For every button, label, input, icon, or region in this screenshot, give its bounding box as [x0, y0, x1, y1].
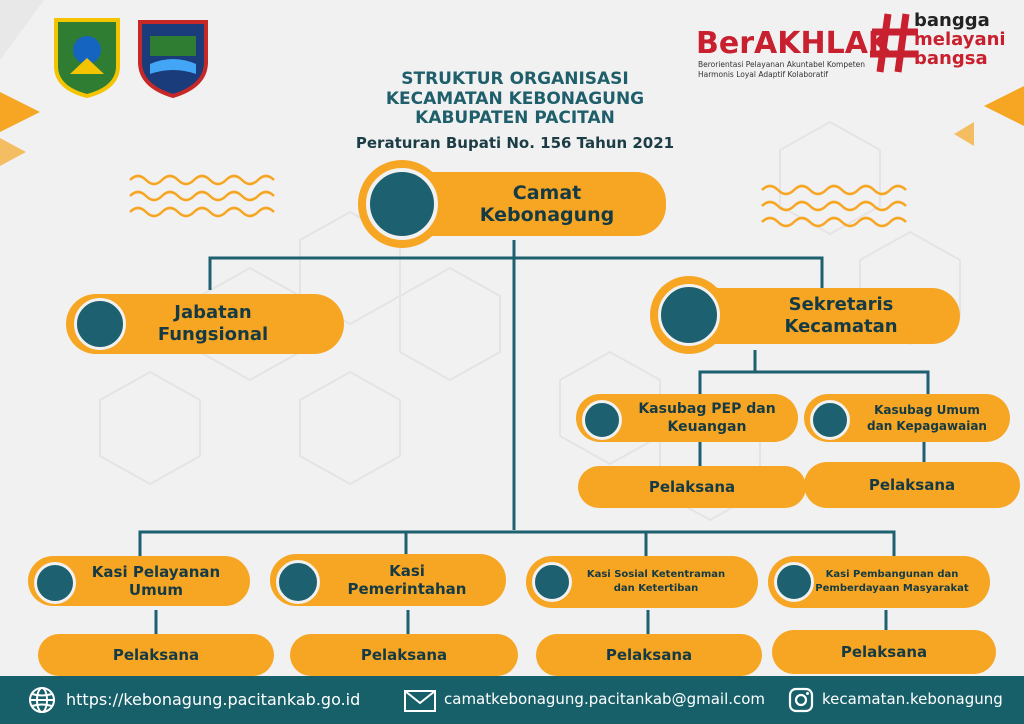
kasi-pembangunan-label-1: Kasi Pembangunan dan	[825, 569, 959, 580]
kasi-sosial-circle	[532, 562, 572, 602]
camat-circle	[366, 168, 438, 240]
footer-email-link[interactable]: camatkebonagung.pacitankab@gmail.com	[444, 690, 766, 708]
sekretaris-label-1: Sekretaris	[788, 294, 894, 315]
slogan-bangga: bangga	[914, 10, 990, 31]
regency-emblem-icon	[50, 14, 124, 98]
kasubag-umum-label-1: Kasubag Umum	[874, 403, 980, 417]
mail-icon	[404, 690, 436, 712]
berakhlak-tagline-1: Berorientasi Pelayanan Akuntabel Kompeten	[698, 60, 866, 69]
camat-label-2: Kebonagung	[479, 204, 615, 226]
berakhlak-tagline-2: Harmonis Loyal Adaptif Kolaboratif	[698, 70, 829, 79]
kasi-sosial-label-1: Kasi Sosial Ketentraman	[586, 569, 726, 580]
globe-icon	[28, 686, 56, 714]
regulation-subtitle: Peraturan Bupati No. 156 Tahun 2021	[355, 134, 675, 152]
hashtag-icon	[870, 8, 920, 76]
camat-label-1: Camat	[512, 182, 582, 204]
fungsional-label-2: Fungsional	[157, 324, 269, 345]
instagram-icon	[788, 687, 814, 713]
kasi-pelayanan-circle	[34, 562, 76, 604]
fungsional-circle	[74, 298, 126, 350]
kasubag-umum-circle	[810, 400, 850, 440]
pelaksana-kasubag-umum: Pelaksana	[804, 462, 1020, 508]
kasi-pembangunan-circle	[774, 562, 814, 602]
sekretaris-label-2: Kecamatan	[784, 316, 898, 337]
kasi-pembangunan-label-2: Pemberdayaan Masyarakat	[815, 583, 969, 594]
slogan-melayani: melayani	[914, 29, 1006, 50]
berakhlak-logo-text: BerAKHLAK	[696, 26, 892, 61]
footer-instagram-link[interactable]: kecamatan.kebonagung	[822, 690, 1003, 708]
sekretaris-circle	[658, 284, 720, 346]
kasi-sosial-label-2: dan Ketertiban	[613, 583, 699, 594]
kasi-pemerintahan-label-2: Pemerintahan	[347, 580, 467, 598]
footer-bar	[0, 676, 1024, 724]
kasubag-umum-label-2: dan Kepagawaian	[867, 419, 987, 433]
pelaksana-kasubag-pep: Pelaksana	[578, 466, 806, 508]
title-line-1: STRUKTUR ORGANISASI	[401, 69, 629, 89]
pelaksana-kasi-pemerintahan: Pelaksana	[290, 634, 518, 676]
kasi-pemerintahan-label-1: Kasi	[389, 562, 425, 580]
slogan-bangsa: bangsa	[914, 48, 988, 69]
kasi-pelayanan-label-2: Umum	[128, 581, 184, 599]
title-line-3: KABUPATEN PACITAN	[415, 108, 615, 128]
title-line-2: KECAMATAN KEBONAGUNG	[385, 89, 645, 109]
kasubag-pep-label-2: Keuangan	[667, 419, 747, 435]
fungsional-label-1: Jabatan	[174, 302, 252, 323]
kasubag-pep-circle	[582, 400, 622, 440]
pelaksana-kasi-sosial: Pelaksana	[536, 634, 762, 676]
footer-website-link[interactable]: https://kebonagung.pacitankab.go.id	[66, 690, 361, 709]
kasi-pelayanan-label-1: Kasi Pelayanan	[91, 563, 221, 581]
kasubag-pep-label-1: Kasubag PEP dan	[638, 401, 776, 417]
pelaksana-kasi-pembangunan: Pelaksana	[772, 630, 996, 674]
kasi-pemerintahan-circle	[276, 560, 320, 604]
pelaksana-kasi-pelayanan: Pelaksana	[38, 634, 274, 676]
district-emblem-icon	[134, 14, 212, 98]
